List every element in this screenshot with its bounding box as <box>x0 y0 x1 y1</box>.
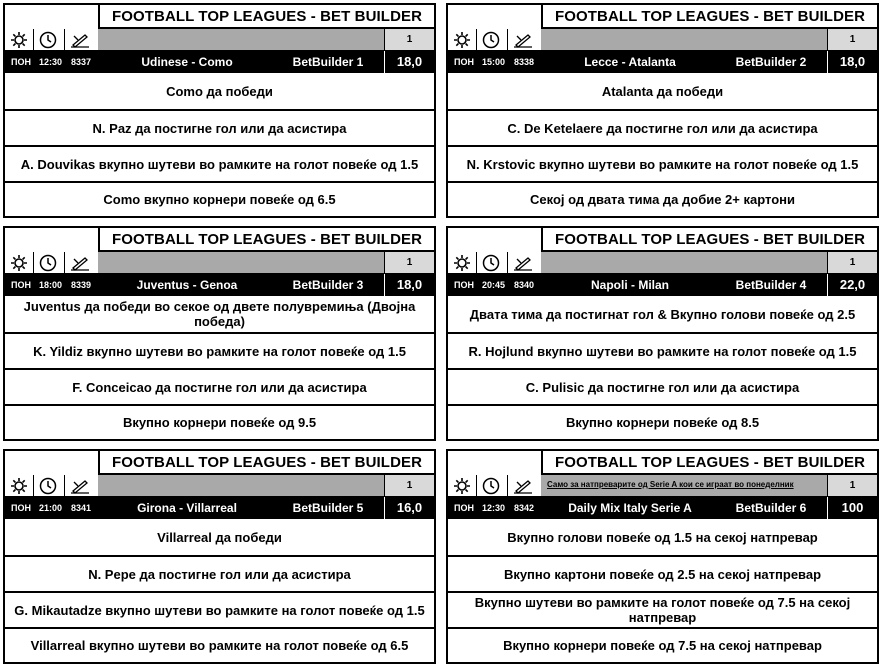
card-header <box>448 451 877 475</box>
bet-builder-name: BetBuilder 2 <box>735 55 807 69</box>
selection-row: A. Douvikas вкупно шутеви во рамките на голот повеќе од 1.5 <box>5 145 434 181</box>
gray-bar <box>541 29 877 51</box>
selection-row: N. Paz да постигне гол или да асистира <box>5 109 434 145</box>
selection-row: C. Pulisic да постигне гол или да асистира <box>448 368 877 404</box>
bet-builder-name: BetBuilder 5 <box>292 501 364 515</box>
clock-icon <box>36 476 60 495</box>
icon-strip <box>5 475 98 497</box>
pencil-icon <box>68 476 92 495</box>
gray-bar <box>98 252 434 274</box>
match-day: ПОН <box>454 57 474 67</box>
icon-strip <box>5 29 98 51</box>
match-day: ПОН <box>11 503 31 513</box>
match-day: ПОН <box>454 280 474 290</box>
selection-row: F. Conceicao да постигне гол или да асистира <box>5 368 434 404</box>
gray-bar <box>98 475 434 497</box>
bet-card-3 <box>3 226 436 441</box>
card-header <box>448 228 877 252</box>
match-day: ПОН <box>11 280 31 290</box>
count-box: 1 <box>384 252 434 273</box>
pencil-icon <box>68 253 92 272</box>
selection-row: Двата тима да постигнат гол & Вкупно голови повеќе од 2.5 <box>469 306 856 322</box>
selection-row: Como вкупно корнери повеќе од 6.5 <box>5 181 434 216</box>
bet-card-5 <box>3 449 436 664</box>
match-name: Napoli - Milan <box>591 278 669 292</box>
match-code: 8340 <box>514 280 535 290</box>
match-time: 15:00 <box>482 57 506 67</box>
match-time: 21:00 <box>39 503 63 513</box>
selection-row: N. Pepe да постигне гол или да асистира <box>5 555 434 591</box>
gear-icon <box>7 30 31 49</box>
clock-icon <box>36 30 60 49</box>
card-note: Само за натпреварите од Serie A кои се играат во понеделник <box>547 480 794 489</box>
count-box: 1 <box>827 29 877 50</box>
gear-icon <box>7 476 31 495</box>
bet-card-2 <box>446 3 879 218</box>
selection-row: Вкупно корнери повеќе од 9.5 <box>5 404 434 439</box>
icon-strip <box>5 252 98 274</box>
card-header <box>448 5 877 29</box>
pencil-icon <box>68 30 92 49</box>
selection-row: Вкупно голови повеќе од 1.5 на секој натпревар <box>507 529 818 545</box>
match-name: Daily Mix Italy Serie A <box>568 501 692 515</box>
bet-builder-name: BetBuilder 1 <box>292 55 364 69</box>
odds-value: 100 <box>827 497 877 519</box>
selection-row: N. Krstovic вкупно шутеви во рамките на голот повеќе од 1.5 <box>448 145 877 181</box>
gray-bar <box>541 475 877 497</box>
icon-strip <box>448 252 541 274</box>
match-day: ПОН <box>11 57 31 67</box>
match-bar <box>5 497 434 519</box>
selection-row: Вкупно корнери повеќе од 8.5 <box>448 404 877 439</box>
selection-row: G. Mikautadze вкупно шутеви во рамките на голот повеќе од 1.5 <box>5 591 434 627</box>
match-day: ПОН <box>454 503 474 513</box>
selection-row: Секој од двата тима да добие 2+ картони <box>448 181 877 216</box>
match-name: Juventus - Genoa <box>136 278 238 292</box>
header-blank <box>5 451 98 475</box>
count-box: 1 <box>827 252 877 273</box>
header-blank <box>448 228 541 252</box>
bet-builder-name: BetBuilder 6 <box>735 501 807 515</box>
pencil-icon <box>511 253 535 272</box>
match-name: Lecce - Atalanta <box>584 55 676 69</box>
match-bar <box>448 274 877 296</box>
match-code: 8341 <box>71 503 92 513</box>
gray-bar <box>98 29 434 51</box>
gray-bar <box>541 252 877 274</box>
odds-value: 16,0 <box>384 497 434 519</box>
match-time: 12:30 <box>482 503 506 513</box>
count-box: 1 <box>384 475 434 496</box>
pencil-icon <box>511 30 535 49</box>
selection-row: Atalanta да победи <box>601 83 724 99</box>
card-header <box>5 5 434 29</box>
selection-row: Juventus да победи во секое од двете полувремиња (Двојна победа) <box>23 299 416 329</box>
odds-value: 18,0 <box>384 51 434 73</box>
card-title: FOOTBALL TOP LEAGUES - BET BUILDER <box>541 451 877 475</box>
gear-icon <box>450 30 474 49</box>
card-title: FOOTBALL TOP LEAGUES - BET BUILDER <box>98 228 434 252</box>
header-blank <box>448 5 541 29</box>
match-name: Girona - Villarreal <box>137 501 237 515</box>
selection-row: Вкупно шутеви во рамките на голот повеќе од 7.5 на секој натпревар <box>448 591 877 627</box>
match-bar <box>448 497 877 519</box>
bet-builder-name: BetBuilder 4 <box>735 278 807 292</box>
header-blank <box>5 5 98 29</box>
count-box: 1 <box>827 475 877 496</box>
selection-row: Вкупно картони повеќе од 2.5 на секој натпревар <box>448 555 877 591</box>
match-code: 8339 <box>71 280 92 290</box>
gear-icon <box>7 253 31 272</box>
icon-strip <box>448 475 541 497</box>
selection-row: Villarreal да победи <box>157 529 282 545</box>
bet-card-6 <box>446 449 879 664</box>
selection-row: R. Hojlund вкупно шутеви во рамките на голот повеќе од 1.5 <box>448 332 877 368</box>
match-time: 20:45 <box>482 280 506 290</box>
selection-row: K. Yildiz вкупно шутеви во рамките на голот повеќе од 1.5 <box>5 332 434 368</box>
bet-card-4 <box>446 226 879 441</box>
match-name: Udinese - Como <box>141 55 233 69</box>
card-header <box>5 451 434 475</box>
header-blank <box>5 228 98 252</box>
clock-icon <box>479 30 503 49</box>
odds-value: 18,0 <box>384 274 434 296</box>
odds-value: 18,0 <box>827 51 877 73</box>
match-bar <box>5 274 434 296</box>
clock-icon <box>36 253 60 272</box>
bet-card-1 <box>3 3 436 218</box>
card-title: FOOTBALL TOP LEAGUES - BET BUILDER <box>541 228 877 252</box>
selection-row: Como да победи <box>166 83 273 99</box>
header-blank <box>448 451 541 475</box>
match-bar <box>448 51 877 73</box>
selection-row: Villarreal вкупно шутеви во рамките на голот повеќе од 6.5 <box>5 627 434 662</box>
match-bar <box>5 51 434 73</box>
card-title: FOOTBALL TOP LEAGUES - BET BUILDER <box>98 451 434 475</box>
match-code: 8342 <box>514 503 535 513</box>
selection-row: Вкупно корнери повеќе од 7.5 на секој натпревар <box>448 627 877 662</box>
match-time: 12:30 <box>39 57 63 67</box>
bet-builder-name: BetBuilder 3 <box>292 278 364 292</box>
card-title: FOOTBALL TOP LEAGUES - BET BUILDER <box>541 5 877 29</box>
match-time: 18:00 <box>39 280 63 290</box>
pencil-icon <box>511 476 535 495</box>
card-title: FOOTBALL TOP LEAGUES - BET BUILDER <box>98 5 434 29</box>
gear-icon <box>450 253 474 272</box>
clock-icon <box>479 476 503 495</box>
match-code: 8337 <box>71 57 92 67</box>
card-header <box>5 228 434 252</box>
match-code: 8338 <box>514 57 535 67</box>
selection-row: C. De Ketelaere да постигне гол или да асистира <box>448 109 877 145</box>
count-box: 1 <box>384 29 434 50</box>
gear-icon <box>450 476 474 495</box>
icon-strip <box>448 29 541 51</box>
clock-icon <box>479 253 503 272</box>
odds-value: 22,0 <box>827 274 877 296</box>
